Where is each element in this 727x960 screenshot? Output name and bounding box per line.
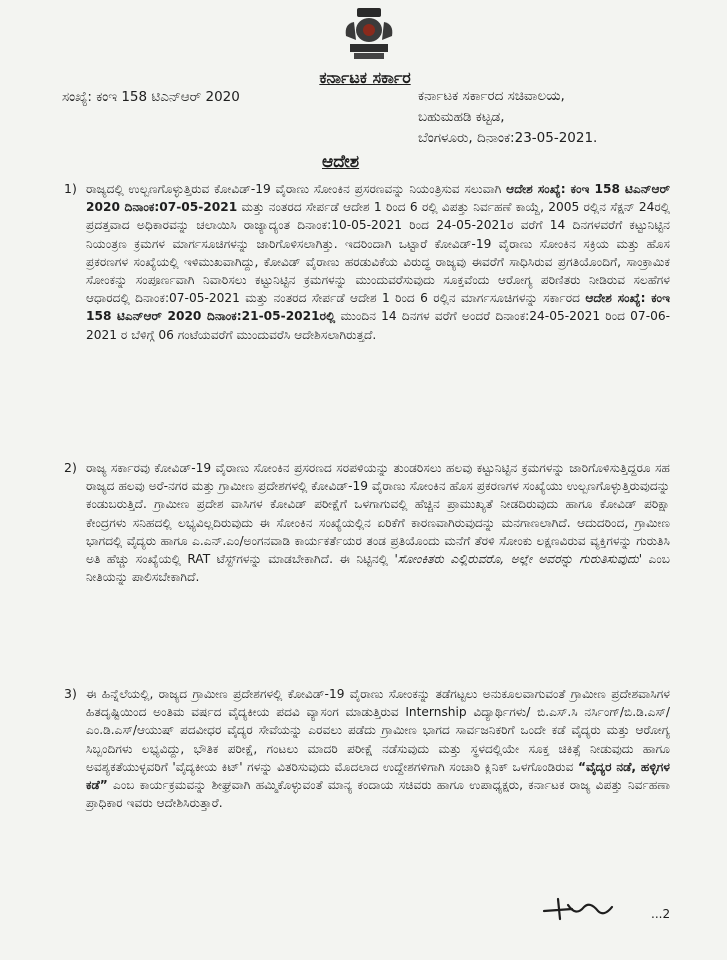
order-reference-bold: ಆದೇಶ ಸಂಖ್ಯೆ: ಕಂಇ 158 ಟಿಎನ್‌ಆರ್ 2020 ದಿನಾಂಕ:21-05-2021ರಲ್ಲಿ — [86, 291, 670, 324]
page-continuation-marker: ...2 — [651, 907, 671, 921]
policy-quote: 'ಸೋಂಕಿತರು ಎಲ್ಲಿರುವರೊ, ಅಲ್ಲೇ ಅವರನ್ನು ಗುರುತಿಸುವುದು' — [394, 552, 643, 567]
paragraph-text: ಎಂಬ ನೀತಿಯನ್ನು ಪಾಲಿಸಬೇಕಾಗಿದೆ. — [86, 552, 670, 585]
address-line: ಬಹುಮಹಡಿ ಕಟ್ಟಡ, — [418, 109, 505, 125]
paragraph-number: 1) — [64, 181, 77, 196]
government-title: ಕರ್ನಾಟಕ ಸರ್ಕಾರ — [319, 68, 411, 87]
paragraph-text: ಮತ್ತು ನಂತರದ ಸೇರ್ಪಡೆ ಆದೇಶ 1 ರಿಂದ 6 ರಲ್ಲಿ ವಿಪತ್ತು ನಿರ್ವಹಣೆ ಕಾಯ್ದೆ, 2005 ರಲ್ಲಿನ ಸೆಕ್ಷನ್ 24ರಲ್ಲಿ ಪ್ರದತ್ತವಾದ ಅಧಿಕಾರವನ್ನು ಚಲಾಯಿಸಿ ರಾಜ್ಯಾದ್ಯಂತ ದಿನಾಂಕ:10-05-2021 ರಿಂದ 24-05-2021ರ ವರೆಗೆ 14 ದಿನಗಳವರೆಗೆ ಕಟ್ಟುನಿಟ್ಟಿನ ನಿಯಂತ್ರಣ ಕ್ರಮಗಳ ಮಾರ್ಗಸೂಚಿಗಳನ್ನು ಜಾರಿಗೊಳಿಸಲಾಗಿತ್ತು. ಇದರಿಂದಾಗಿ ಒಟ್ಟಾರೆ ಕೋವಿಡ್-19 ವೈರಾಣು ಸೋಂಕಿನ ಸಕ್ರಿಯ ಮತ್ತು ಹೊಸ ಪ್ರಕರಣಗಳ ಸಂಖ್ಯೆಯಲ್ಲಿ ಇಳಿಮುಖವಾಗಿದ್ದು, ಕೋವಿಡ್ ವೈರಾಣು ಹರಡುವಿಕೆಯ ವಿರುದ್ಧ ರಾಜ್ಯವು ಈವರೆಗೆ ಸಾಧಿಸಿರುವ ಪ್ರಗತಿಯೊಂದಿಗೆ, ಸಾಂಕ್ರಾಮಿಕ ಸೋಂಕನ್ನು ಸಂಪೂರ್ಣವಾಗಿ ನಿವಾರಿಸಲು ಕಟ್ಟುನಿಟ್ಟಿನ ಕ್ರಮಗಳನ್ನು ಮುಂದುವರೆಸುವುದು ಸೂಕ್ತವೆಂದು ಆರೋಗ್ಯ ಪರಿಣಿತರು ನೀಡಿರುವ ಸಲಹೆಗಳ ಆಧಾರದಲ್ಲಿ ದಿನಾಂಕ:07-05-2021 ಮತ್ತು ನಂತರದ ಸೇರ್ಪಡೆ ಆದೇಶ 1 ರಿಂದ 6 ರಲ್ಲಿನ ಮಾರ್ಗಸೂಚಿಗಳನ್ನು ಸರ್ಕಾರದ — [86, 200, 670, 306]
paragraph-3 — [86, 685, 670, 812]
order-heading: ಆದೇಶ — [322, 152, 360, 172]
paragraph-text: ರಾಜ್ಯದಲ್ಲಿ ಉಲ್ಬಣಗೊಳ್ಳುತ್ತಿರುವ ಕೋವಿಡ್-19 ವೈರಾಣು ಸೋಂಕಿನ ಪ್ರಸರಣವನ್ನು ನಿಯಂತ್ರಿಸುವ ಸಲುವಾಗಿ — [86, 182, 507, 196]
order-reference-number: ಸಂಖ್ಯೆ: ಕಂಇ 158 ಟಿಎನ್‌ಆರ್ 2020 — [62, 89, 240, 105]
address-line: ಕರ್ನಾಟಕ ಸರ್ಕಾರದ ಸಚಿವಾಲಯ, — [418, 88, 565, 104]
order-reference-bold: ಆದೇಶ ಸಂಖ್ಯೆ: ಕಂಇ 158 ಟಿಎನ್‌ಆರ್ 2020 ದಿನಾಂಕ:07-05-2021 — [86, 182, 670, 215]
secretariat-address — [418, 86, 597, 149]
address-date-line: ಬೆಂಗಳೂರು, ದಿನಾಂಕ:23-05-2021. — [418, 130, 598, 146]
paragraph-2 — [86, 459, 670, 586]
program-name-bold: “ವೈದ್ಯರ ನಡೆ, ಹಳ್ಳಿಗಳ ಕಡೆ” — [86, 759, 670, 793]
paragraph-number: 3) — [64, 686, 77, 701]
paragraph-text: ಮುಂದಿನ 14 ದಿನಗಳ ವರೆಗೆ ಅಂದರೆ ದಿನಾಂಕ:24-05-2021 ರಿಂದ 07-06-2021 ರ ಬೆಳಿಗ್ಗೆ 06 ಗಂಟೆಯವರೆಗೆ ಮುಂದುವರೆಸಿ ಆದೇಶಿಸಲಾಗಿರುತ್ತದೆ. — [86, 309, 670, 342]
paragraph-number: 2) — [64, 460, 77, 475]
paragraph-text: ಎಂಬ ಕಾರ್ಯಕ್ರಮವನ್ನು ಶೀಘ್ರವಾಗಿ ಹಮ್ಮಿಕೊಳ್ಳುವಂತೆ ಮಾನ್ಯ ಕಂದಾಯ ಸಚಿವರು ಹಾಗೂ ಉಪಾಧ್ಯಕ್ಷರು, ಕರ್ನಾಟಕ ರಾಜ್ಯ ವಿಪತ್ತು ನಿರ್ವಹಣಾ ಪ್ರಾಧಿಕಾರ ಇವರು ಆದೇಶಿಸಿರುತ್ತಾರೆ. — [86, 778, 670, 811]
handwritten-signature-icon — [542, 893, 614, 923]
paragraph-text: ರಾಜ್ಯ ಸರ್ಕಾರವು ಕೋವಿಡ್-19 ವೈರಾಣು ಸೋಂಕಿನ ಪ್ರಸರಣದ ಸರಪಳಿಯನ್ನು ತುಂಡರಿಸಲು ಹಲವು ಕಟ್ಟುನಿಟ್ಟಿನ ಕ್ರಮಗಳನ್ನು ಜಾರಿಗೊಳಿಸುತ್ತಿದ್ದರೂ ಸಹ ರಾಜ್ಯದ ಹಲವು ಅರೆ-ನಗರ ಮತ್ತು ಗ್ರಾಮೀಣ ಪ್ರದೇಶಗಳಲ್ಲಿ ಕೋವಿಡ್-19 ವೈರಾಣು ಸೋಂಕಿನ ಹೊಸ ಪ್ರಕರಣಗಳ ಸಂಖ್ಯೆಯು ಉಲ್ಬಣಗೊಳ್ಳುತ್ತಿರುವುದನ್ನು ಕಂಡುಬರುತ್ತಿದೆ. ಗ್ರಾಮೀಣ ಪ್ರದೇಶ ವಾಸಿಗಳ ಕೋವಿಡ್ ಪರೀಕ್ಷೆಗೆ ಒಳಗಾಗುವಲ್ಲಿ ಹೆಚ್ಚಿನ ಪ್ರಾಮುಖ್ಯತೆ ನೀಡದಿರುವುದು ಹಾಗೂ ಕೋವಿಡ್ ಪರಿಕ್ಷಾ ಕೇಂದ್ರಗಳು ಸನಿಹದಲ್ಲಿ ಲಭ್ಯವಿಲ್ಲದಿರುವುದು ಈ ಸೋಂಕಿನ ಸಂಖ್ಯೆಯಲ್ಲಿನ ಏರಿಕೆಗೆ ಕಾರಣವಾಗಿರುವುದನ್ನು ಮನಗಾಣಲಾಗಿದೆ. ಆದುದರಿಂದ, ಗ್ರಾಮೀಣ ಭಾಗದಲ್ಲಿ ವೈದ್ಯರು ಹಾಗೂ ಎ.ಎನ್.ಎಂ/ಅಂಗನವಾಡಿ ಕಾರ್ಯಕರ್ತೆಯರ ತಂಡ ಪ್ರತಿಯೊಂದು ಮನೆಗೆ ತೆರಳಿ ಸೋಂಕು ಲಕ್ಷಣವಿರುವ ವ್ಯಕ್ತಿಗಳನ್ನು ಗುರುತಿಸಿ ಅತಿ ಹೆಚ್ಚು ಸಂಖ್ಯೆಯಲ್ಲಿ RAT ಟೆಸ್ಟ್‌ಗಳನ್ನು ಮಾಡಬೇಕಾಗಿದೆ. ಈ ನಿಟ್ಟಿನಲ್ಲಿ — [86, 461, 670, 567]
karnataka-state-emblem-icon — [340, 6, 398, 64]
paragraph-text: ಈ ಹಿನ್ನೆಲೆಯಲ್ಲಿ, ರಾಜ್ಯದ ಗ್ರಾಮೀಣ ಪ್ರದೇಶಗಳಲ್ಲಿ ಕೋವಿಡ್-19 ವೈರಾಣು ಸೋಂಕನ್ನು ತಡೆಗಟ್ಟಲು ಅನುಕೂಲವಾಗುವಂತೆ ಗ್ರಾಮೀಣ ಪ್ರದೇಶವಾಸಿಗಳ ಹಿತದೃಷ್ಟಿಯಿಂದ ಅಂತಿಮ ವರ್ಷದ ವೈದ್ಯಕೀಯ ಪದವಿ ವ್ಯಾಸಂಗ ಮಾಡುತ್ತಿರುವ Internship ವಿದ್ಯಾರ್ಥಿಗಳು/ ಬಿ.ಎಸ್.ಸಿ ನರ್ಸಿಂಗ್/ಬಿ.ಡಿ.ಎಸ್/ಎಂ.ಡಿ.ಎಸ್/ಆಯುಷ್ ಪದವೀಧರ ವೈದ್ಯರ ಸೇವೆಯನ್ನು ಎರವಲು ಪಡೆದು ಗ್ರಾಮೀಣ ಭಾಗದ ಸಾರ್ವಜನಿಕರಿಗೆ ಒಂದೇ ಕಡೆ ವೈದ್ಯರು ಮತ್ತು ಆರೋಗ್ಯ ಸಿಬ್ಬಂದಿಗಳು ಲಭ್ಯವಿದ್ದು, ಭೌತಿಕ ಪರೀಕ್ಷೆ, ಗಂಟಲು ಮಾದರಿ ಪರೀಕ್ಷೆ ನಡೆಸುವುದು ಮತ್ತು ಸ್ಥಳದಲ್ಲಿಯೇ ಸೂಕ್ತ ಚಿಕಿತ್ಸೆ ನೀಡುವುದು ಹಾಗೂ ಅವಶ್ಯಕತೆಯುಳ್ಳವರಿಗೆ 'ವೈದ್ಯಕೀಯ ಕಿಟ್' ಗಳನ್ನು ವಿತರಿಸುವುದು ಮೊದಲಾದ ಉದ್ದೇಶಗಳಿಗಾಗಿ ಸಂಚಾರಿ ಕ್ಲಿನಿಕ್ ಒಳಗೊಂಡಿರುವ — [86, 687, 670, 774]
paragraph-1 — [86, 180, 670, 344]
